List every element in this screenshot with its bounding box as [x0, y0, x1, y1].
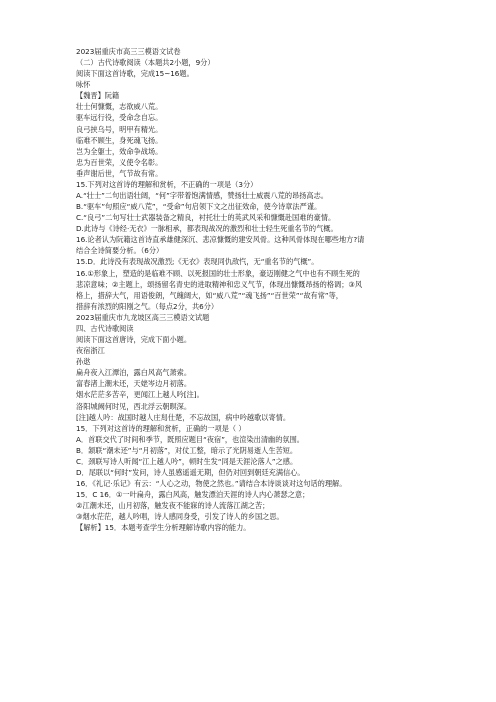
answer-key: 措辞有浓烈的阳刚之气。（每点2分，共6分）	[76, 301, 219, 311]
question: 15．下列对这首诗的理解和赏析，正确的一项是（ ）	[76, 423, 246, 433]
question: 16．《礼记·乐记》有云：“人心之动，物使之然也。”请结合本诗谈谈对这句话的理解。	[76, 479, 347, 489]
answer-option: A.“壮士”二句出语壮阔，“何”字带着饱满情感，赞扬壮士威震八荒的昂扬高志。	[76, 191, 328, 201]
question-continued: 结合全诗简要分析。（6分）	[76, 246, 164, 256]
answer-key: ②江潮未还，山月初落，触发夜不能寐的诗人流落江湖之苦；	[76, 501, 270, 511]
poem-line: 烟水茫茫多苦辛，更闻江上越人吟[注]。	[76, 390, 204, 400]
poem-author: 【魏晋】阮籍	[76, 91, 120, 101]
poem-line: 忠为百世荣，义使令名彰。	[76, 157, 163, 167]
answer-key: 15.D．此诗没有表现战况激烈;《无衣》表现同仇敌忾，无“重名节的气概”。	[76, 257, 319, 267]
answer-option: D.此诗与《诗经·无衣》一脉相承，都表现战况的激烈和壮士轻生死重名节的气概。	[76, 224, 338, 234]
poem-line: 驱车远行役，受命念自忘。	[76, 113, 163, 123]
answer-key: 15．C 16．①一叶扁舟，露白风高，触发漂泊天涯的诗人内心萧瑟之意；	[76, 490, 310, 500]
answer-key: 悲凉意味；②主题上，颂扬留名青史的进取精神和忠义气节，体现出慷慨昂扬的格调；③风	[76, 279, 363, 289]
poem-line: 壮士何慷慨，志欲威八荒。	[76, 102, 163, 112]
analysis: 【解析】15．本题考查学生分析理解诗歌内容的能力。	[76, 523, 251, 533]
document-title: 2023届重庆市高三三模语文试卷	[76, 47, 181, 56]
answer-option: A．首联交代了时间和季节，既照应题目“夜宿”，也渲染出清幽的氛围。	[76, 434, 304, 444]
section-heading: 四、古代诗歌阅读	[76, 323, 134, 333]
answer-option: C.“良弓”二句写壮士武器装备之精良，衬托壮士的英武风采和慷慨赴国难的豪情。	[76, 213, 336, 223]
answer-key: 16.①形象上，塑造的是临难不顾、以死报国的壮士形象，豪迈刚健之气中也有不顾生死的	[76, 268, 360, 278]
instruction: 阅读下面这首唐诗，完成下面小题。	[76, 335, 192, 345]
answer-option: B．颔联“潮未还”与“月初落”，对仗工整，暗示了光阴易逝人生苦短。	[76, 445, 298, 455]
answer-option: C．颈联写诗人听闻“江上越人吟”，顿时生发“同是天涯沦落人”之感。	[76, 456, 298, 466]
question: 16.论者认为阮籍这首诗直承雄健深沉、悲凉慷慨的建安风骨。这种风骨体现在哪些地方?请	[76, 235, 365, 245]
section-heading: （二）古代诗歌阅读（本题共2小题，9分）	[76, 58, 215, 68]
document-body	[76, 46, 452, 533]
question: 15.下列对这首诗的理解和赏析，不正确的一项是（3分）	[76, 179, 258, 189]
answer-option: B.“驱车”句照应“威八荒”，“受命”句启领下文之出征效命，使今诗章法严谨。	[76, 202, 322, 212]
poem-line: 岂为全躯士，效命争战场。	[76, 146, 163, 156]
document-title: 2023届重庆市九龙坡区高三三模语文试题	[76, 312, 210, 322]
poem-line: 富春渚上潮未还，天姥岑边月初落。	[76, 379, 192, 389]
poem-title: 夜宿浙江	[76, 346, 105, 356]
poem-author: 孙逖	[76, 357, 91, 367]
poem-title: 咏怀	[76, 80, 91, 90]
poem-line: 洛阳城阙何时见，西北浮云朝暝深。	[76, 401, 192, 411]
answer-option: D．尾联以“何时”发问，诗人虽感遥遥无期，但仍对回到朝廷充满信心。	[76, 467, 305, 477]
annotation-note: [注]越人吟：战国时越人庄舄仕楚，不忘故国，病中吟越歌以寄情。	[76, 412, 291, 422]
answer-key: 格上，措辞大气，用语俊朗，气魄阔大，如“威八荒”“魂飞扬”“百世荣”“故有常”等，	[76, 290, 343, 300]
poem-line: 扁舟夜入江潭泊，露白风高气萧索。	[76, 368, 192, 378]
poem-line: 良弓挟乌号，明甲有精光。	[76, 124, 163, 134]
poem-line: 临难不顾生，身死魂飞扬。	[76, 135, 163, 145]
answer-key: ③烟水茫茫，越人吟唱，诗人感同身受，引发了诗人的乡国之思。	[76, 512, 284, 522]
poem-line: 垂声谢后世，气节故有常。	[76, 168, 163, 178]
instruction: 阅读下面这首诗歌，完成15~16题。	[76, 69, 194, 79]
